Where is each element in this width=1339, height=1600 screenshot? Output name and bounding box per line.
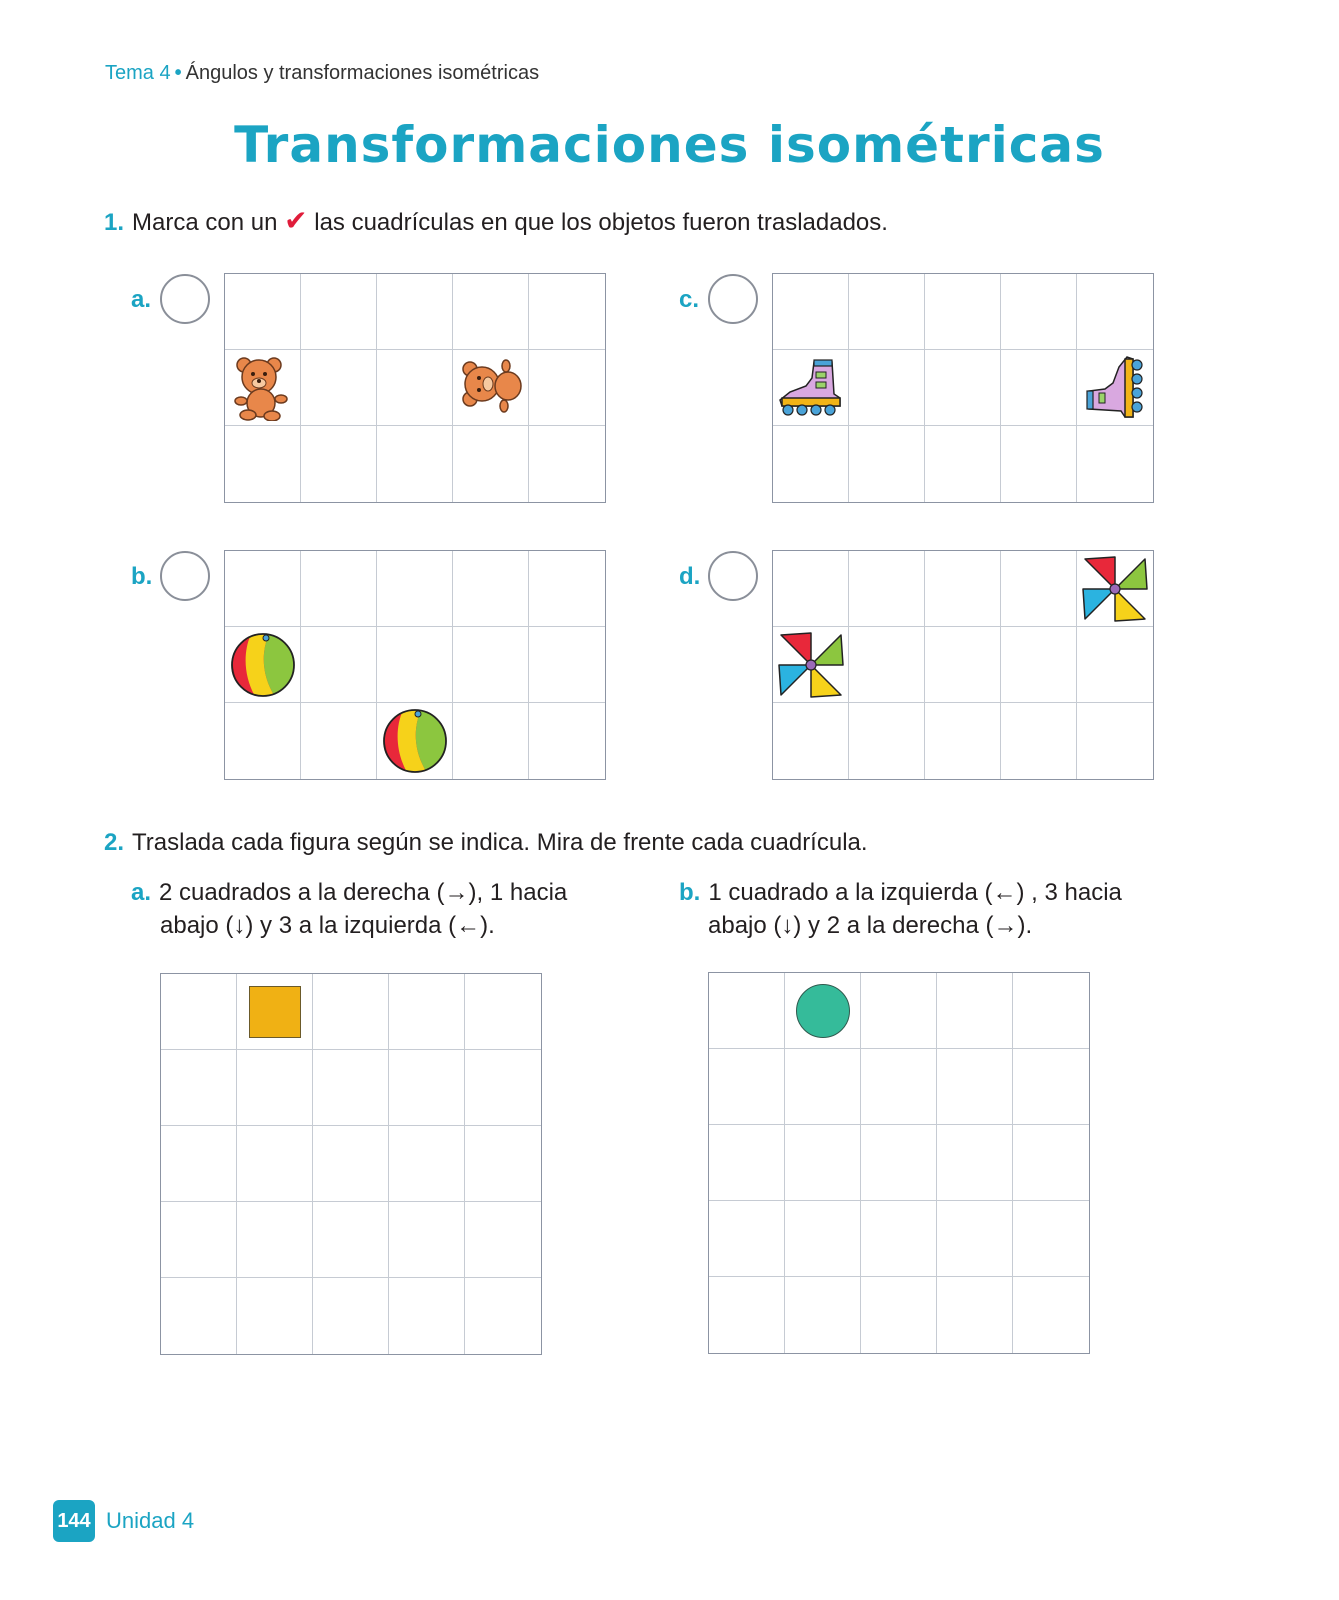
grid-cell[interactable] [785, 1125, 861, 1201]
grid-cell[interactable] [1013, 1277, 1089, 1353]
grid-cell[interactable] [237, 1126, 313, 1202]
item-2b-label: b. [679, 879, 701, 906]
grid-cell [849, 426, 925, 502]
grid-cell [301, 350, 377, 426]
grid-cell [925, 627, 1001, 703]
grid-cell [1077, 274, 1153, 350]
grid-cell[interactable] [161, 1126, 237, 1202]
item-1b-label: b. [131, 563, 153, 590]
grid-cell [1077, 551, 1153, 627]
grid-cell [1077, 350, 1153, 426]
grid-cell [225, 274, 301, 350]
exercise-2-number: 2. [104, 829, 125, 856]
grid-cell [225, 426, 301, 502]
grid-cell [377, 703, 453, 779]
grid-cell[interactable] [389, 1126, 465, 1202]
grid-cell [529, 274, 605, 350]
grid-cell[interactable] [389, 1202, 465, 1278]
grid-cell [1001, 274, 1077, 350]
grid-cell[interactable] [937, 1049, 1013, 1125]
grid-cell [529, 551, 605, 627]
item-2a-line2: abajo (↓) y 3 a la izquierda (←). [160, 912, 495, 939]
item-2b-line2: abajo (↓) y 2 a la derecha (→). [708, 912, 1033, 939]
grid-cell [1077, 703, 1153, 779]
grid-cell [453, 426, 529, 502]
header-separator: • [174, 62, 182, 84]
grid-cell [377, 627, 453, 703]
grid-cell [301, 551, 377, 627]
grid-cell [377, 551, 453, 627]
grid-cell [773, 703, 849, 779]
grid-cell[interactable] [861, 1125, 937, 1201]
teddy-bear-icon [232, 355, 294, 421]
grid-cell [529, 703, 605, 779]
grid-cell[interactable] [313, 1126, 389, 1202]
roller-skate-rotated-icon [1085, 353, 1145, 423]
grid-cell [925, 426, 1001, 502]
grid-cell[interactable] [313, 1202, 389, 1278]
grid-cell[interactable] [1013, 1125, 1089, 1201]
grid-cell [225, 551, 301, 627]
item-2a-instruction [131, 876, 567, 942]
grid-cell [925, 350, 1001, 426]
grid-cell [1001, 703, 1077, 779]
grid-cell [301, 274, 377, 350]
grid-cell [1001, 627, 1077, 703]
grid-cell[interactable] [237, 1050, 313, 1126]
grid-cell [1001, 551, 1077, 627]
exercise-2-text: Traslada cada figura según se indica. Mira de frente cada cuadrícula. [132, 829, 868, 856]
grid-1b [224, 550, 606, 780]
grid-cell [849, 350, 925, 426]
grid-cell[interactable] [785, 1277, 861, 1353]
grid-cell [849, 274, 925, 350]
grid-cell[interactable] [937, 1201, 1013, 1277]
grid-cell[interactable] [861, 1049, 937, 1125]
item-1c-answer-circle[interactable] [708, 274, 758, 324]
grid-cell [529, 627, 605, 703]
teddy-bear-rotated-icon [460, 355, 522, 421]
grid-cell [529, 426, 605, 502]
grid-cell [225, 350, 301, 426]
grid-cell [773, 627, 849, 703]
grid-cell [301, 627, 377, 703]
grid-cell[interactable] [709, 973, 785, 1049]
grid-cell[interactable] [937, 1277, 1013, 1353]
grid-cell[interactable] [785, 1049, 861, 1125]
item-1d-label: d. [679, 563, 701, 590]
grid-1d [772, 550, 1154, 780]
grid-cell [301, 703, 377, 779]
beach-ball-icon [230, 632, 296, 698]
grid-cell [925, 703, 1001, 779]
exercise-1-number: 1. [104, 209, 125, 236]
grid-cell[interactable] [465, 1202, 541, 1278]
grid-cell [225, 627, 301, 703]
item-2b-line1: 1 cuadrado a la izquierda (←) , 3 hacia [708, 879, 1122, 906]
grid-cell [849, 551, 925, 627]
grid-cell[interactable] [937, 1125, 1013, 1201]
grid-cell[interactable] [709, 1277, 785, 1353]
grid-cell [925, 274, 1001, 350]
grid-cell[interactable] [861, 1277, 937, 1353]
grid-cell[interactable] [313, 1050, 389, 1126]
grid-cell[interactable] [861, 973, 937, 1049]
roller-skate-icon [776, 358, 846, 418]
grid-cell[interactable] [389, 1278, 465, 1354]
grid-cell[interactable] [861, 1201, 937, 1277]
grid-cell[interactable] [161, 1050, 237, 1126]
grid-cell[interactable] [465, 1050, 541, 1126]
page-header [105, 62, 539, 85]
grid-cell[interactable] [709, 1125, 785, 1201]
exercise-1-text-after: las cuadrículas en que los objetos fueron trasladados. [314, 209, 888, 236]
exercise-1-instruction [104, 204, 888, 237]
item-1b-answer-circle[interactable] [160, 551, 210, 601]
item-2a-label: a. [131, 879, 152, 906]
topic-label: Tema 4 [105, 62, 171, 84]
grid-cell[interactable] [237, 974, 313, 1050]
grid-cell[interactable] [709, 1201, 785, 1277]
grid-cell [773, 426, 849, 502]
grid-cell [1077, 627, 1153, 703]
pinwheel-icon [1081, 555, 1149, 623]
grid-cell[interactable] [389, 1050, 465, 1126]
grid-cell [849, 627, 925, 703]
grid-cell[interactable] [161, 974, 237, 1050]
item-1a-label: a. [131, 286, 152, 313]
grid-cell [225, 703, 301, 779]
topic-subtitle: Ángulos y transformaciones isométricas [185, 62, 540, 84]
pinwheel-icon [777, 631, 845, 699]
grid-cell[interactable] [237, 1202, 313, 1278]
grid-cell [773, 274, 849, 350]
grid-cell [453, 274, 529, 350]
grid-cell [377, 274, 453, 350]
grid-1c [772, 273, 1154, 503]
item-2a-line1: 2 cuadrados a la derecha (→), 1 hacia [159, 879, 568, 906]
grid-cell [925, 551, 1001, 627]
grid-cell [1001, 426, 1077, 502]
page-number-badge: 144 [53, 1500, 95, 1542]
grid-cell [377, 426, 453, 502]
grid-cell [849, 703, 925, 779]
item-1a-answer-circle[interactable] [160, 274, 210, 324]
beach-ball-icon [382, 708, 448, 774]
item-1c-label: c. [679, 286, 700, 313]
unit-label: Unidad 4 [106, 1508, 195, 1533]
grid-cell[interactable] [161, 1278, 237, 1354]
grid-cell[interactable] [313, 1278, 389, 1354]
grid-cell[interactable] [465, 1278, 541, 1354]
grid-2a [160, 973, 542, 1355]
grid-cell[interactable] [389, 974, 465, 1050]
grid-cell[interactable] [709, 1049, 785, 1125]
item-1d-answer-circle[interactable] [708, 551, 758, 601]
grid-cell[interactable] [237, 1278, 313, 1354]
grid-cell [453, 703, 529, 779]
page-title: Transformaciones isométricas [234, 116, 1105, 174]
grid-2b [708, 972, 1090, 1354]
grid-cell[interactable] [1013, 1049, 1089, 1125]
grid-cell[interactable] [785, 973, 861, 1049]
grid-cell [453, 627, 529, 703]
grid-cell [773, 350, 849, 426]
item-2b-instruction [679, 876, 1122, 942]
grid-cell [453, 551, 529, 627]
grid-cell[interactable] [1013, 1201, 1089, 1277]
exercise-2-instruction [104, 829, 868, 857]
grid-cell [453, 350, 529, 426]
grid-1a [224, 273, 606, 503]
grid-cell[interactable] [465, 974, 541, 1050]
grid-cell[interactable] [465, 1126, 541, 1202]
green-circle-shape [796, 984, 850, 1038]
grid-cell [377, 350, 453, 426]
grid-cell[interactable] [313, 974, 389, 1050]
grid-cell[interactable] [937, 973, 1013, 1049]
grid-cell [529, 350, 605, 426]
grid-cell [773, 551, 849, 627]
grid-cell [1001, 350, 1077, 426]
exercise-1-text-before: Marca con un [132, 209, 278, 236]
grid-cell [1077, 426, 1153, 502]
grid-cell[interactable] [785, 1201, 861, 1277]
check-mark-icon: ✔ [284, 205, 308, 236]
grid-cell [301, 426, 377, 502]
grid-cell[interactable] [161, 1202, 237, 1278]
yellow-square-shape [249, 986, 301, 1038]
grid-cell[interactable] [1013, 973, 1089, 1049]
